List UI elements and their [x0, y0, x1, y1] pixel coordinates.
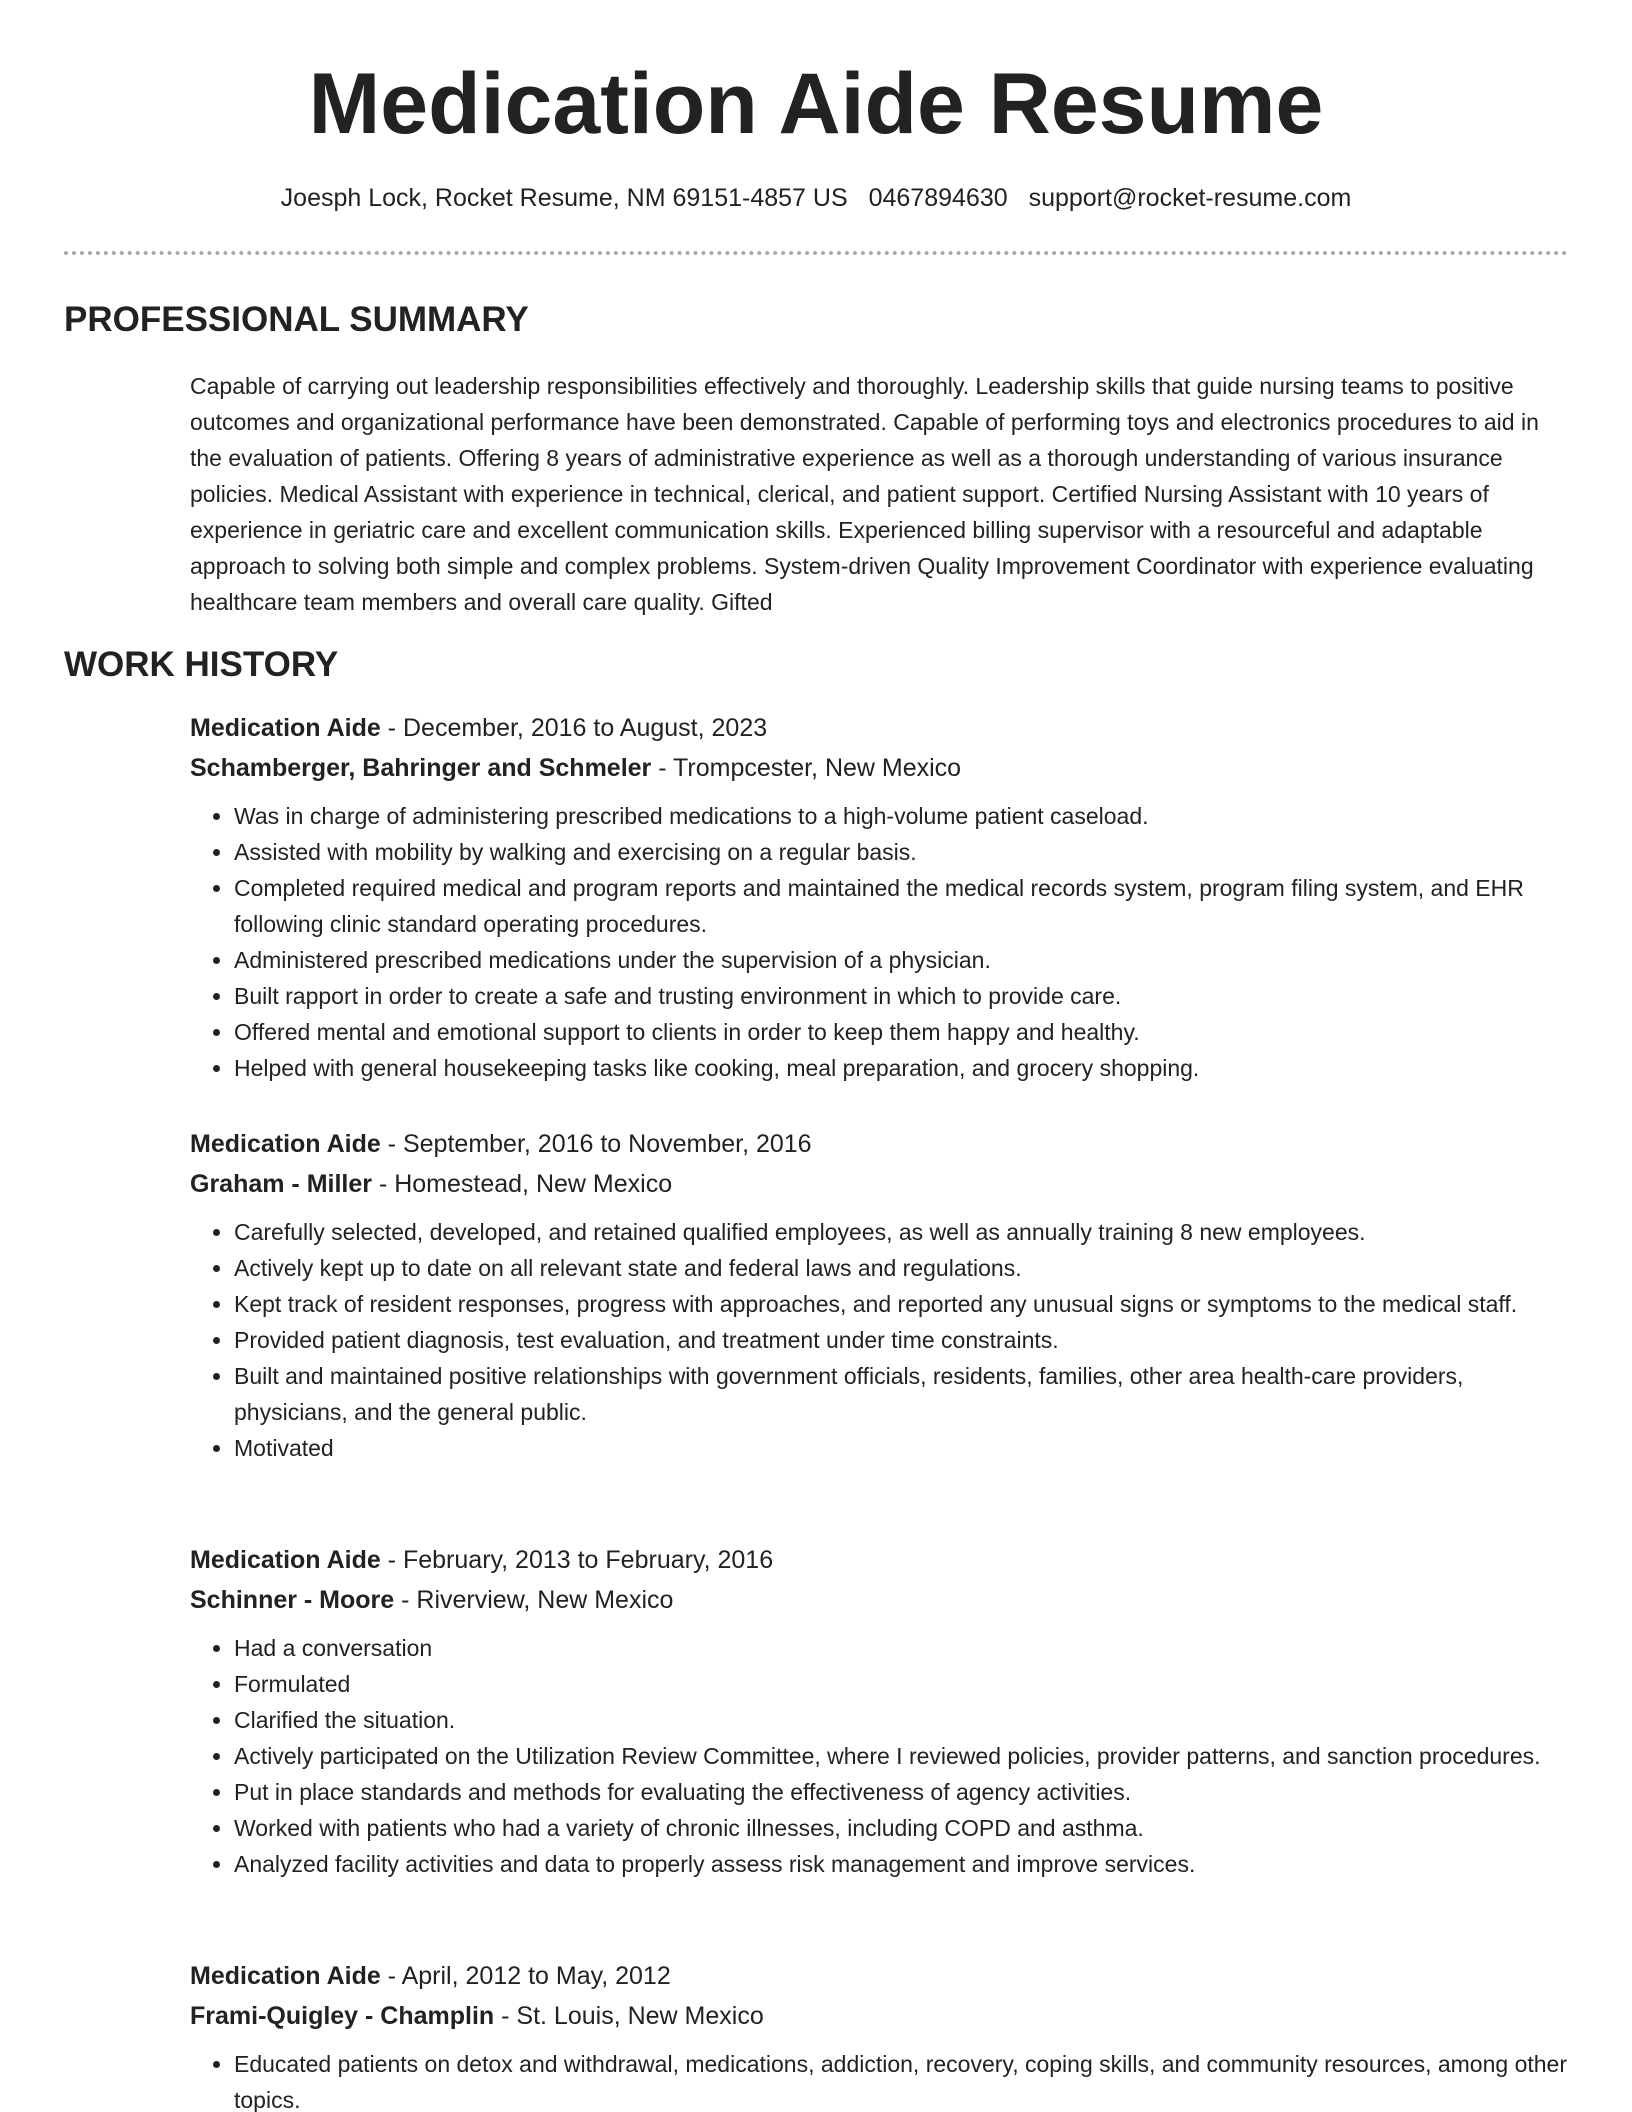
- job-bullet: • Offered mental and emotional support to clients in order to keep them happy and healthy.: [234, 1014, 1568, 1050]
- contact-line: [0, 180, 1632, 216]
- job-location: - St. Louis, New Mexico: [494, 2002, 764, 2030]
- job-company-line: [190, 1164, 1568, 1204]
- job-entry: [190, 1124, 1568, 1466]
- contact-phone: 0467894630: [868, 184, 1008, 212]
- job-bullet: • Worked with patients who had a variety of chronic illnesses, including COPD and asthma.: [234, 1810, 1568, 1846]
- job-bullet-list: [190, 1214, 1568, 1466]
- job-title: Medication Aide: [190, 714, 381, 742]
- job-entry: [190, 1956, 1568, 2112]
- job-title: Medication Aide: [190, 1546, 381, 1574]
- job-entry: [190, 1540, 1568, 1882]
- job-bullet: • Kept track of resident responses, progress with approaches, and reported any unusual signs or symptoms to the medical staff.: [234, 1286, 1568, 1322]
- job-entry: [190, 708, 1568, 1086]
- job-bullet: • Educated patients on detox and withdrawal, medications, addiction, recovery, coping skills, and community resources, among other topics.: [234, 2046, 1568, 2112]
- summary-section: [64, 298, 1568, 618]
- job-bullet: • Actively participated on the Utilization Review Committee, where I reviewed policies, provider patterns, and sanction procedures.: [234, 1738, 1568, 1774]
- job-bullet: • Administered prescribed medications under the supervision of a physician.: [234, 942, 1568, 978]
- job-bullet-list: [190, 798, 1568, 1086]
- job-bullet: • Put in place standards and methods for evaluating the effectiveness of agency activities.: [234, 1774, 1568, 1810]
- job-bullet-list: [190, 2046, 1568, 2112]
- header-divider: [64, 251, 1568, 255]
- job-company-line: [190, 1580, 1568, 1620]
- job-bullet: • Formulated: [234, 1666, 1568, 1702]
- job-title-line: [190, 1540, 1568, 1580]
- job-dates: - April, 2012 to May, 2012: [380, 1962, 671, 1990]
- work-history-heading: WORK HISTORY: [64, 645, 339, 684]
- work-history-section: [64, 643, 1568, 2112]
- job-bullet: • Analyzed facility activities and data to properly assess risk management and improve services.: [234, 1846, 1568, 1882]
- job-location: - Riverview, New Mexico: [394, 1586, 674, 1614]
- job-dates: - December, 2016 to August, 2023: [380, 714, 768, 742]
- job-bullet: • Was in charge of administering prescribed medications to a high-volume patient caseload.: [234, 798, 1568, 834]
- job-bullet: • Carefully selected, developed, and retained qualified employees, as well as annually training 8 new employees.: [234, 1214, 1568, 1250]
- summary-text: Capable of carrying out leadership responsibilities effectively and thoroughly. Leadership skills that guide nursing teams to positive outcomes and organizational performance have been demonstrated. Capable of performing toys and electronics procedures to aid in the evaluation of patients. Offering 8 years of administrative experience as well as a thorough understanding of various insurance policies. Medical Assistant with experience in technical, clerical, and patient support. Certified Nursing Assistant with 10 years of experience in geriatric care and excellent communication skills. Experienced billing supervisor with a resourceful and adaptable approach to solving both simple and complex problems. System-driven Quality Improvement Coordinator with experience evaluating healthcare team members and overall care quality. Gifted: [190, 373, 1539, 615]
- job-bullet: • Had a conversation: [234, 1630, 1568, 1666]
- job-company-line: [190, 748, 1568, 788]
- job-bullet-list: [190, 1630, 1568, 1882]
- summary-heading: PROFESSIONAL SUMMARY: [64, 300, 529, 339]
- job-bullet: • Helped with general housekeeping tasks like cooking, meal preparation, and grocery shopping.: [234, 1050, 1568, 1086]
- job-bullet: • Completed required medical and program reports and maintained the medical records system, program filing system, and EHR following clinic standard operating procedures.: [234, 870, 1568, 942]
- job-bullet: • Built and maintained positive relationships with government officials, residents, families, other area health-care providers, physicians, and the general public.: [234, 1358, 1568, 1430]
- job-location: - Homestead, New Mexico: [372, 1170, 673, 1198]
- job-title-line: [190, 1956, 1568, 1996]
- job-bullet: • Actively kept up to date on all relevant state and federal laws and regulations.: [234, 1250, 1568, 1286]
- job-title: Medication Aide: [190, 1962, 381, 1990]
- job-company: Schinner - Moore: [190, 1586, 395, 1614]
- job-bullet: • Provided patient diagnosis, test evaluation, and treatment under time constraints.: [234, 1322, 1568, 1358]
- job-company-line: [190, 1996, 1568, 2036]
- job-bullet: • Motivated: [234, 1430, 1568, 1466]
- contact-email: support@rocket-resume.com: [1028, 184, 1352, 212]
- job-title: Medication Aide: [190, 1130, 381, 1158]
- job-bullet: • Assisted with mobility by walking and exercising on a regular basis.: [234, 834, 1568, 870]
- job-title-line: [190, 708, 1568, 748]
- job-company: Schamberger, Bahringer and Schmeler: [190, 754, 652, 782]
- job-title-line: [190, 1124, 1568, 1164]
- job-location: - Trompcester, New Mexico: [651, 754, 962, 782]
- contact-address: Joesph Lock, Rocket Resume, NM 69151-4857 US: [280, 184, 848, 212]
- job-dates: - September, 2016 to November, 2016: [380, 1130, 812, 1158]
- job-bullet: • Clarified the situation.: [234, 1702, 1568, 1738]
- job-company: Frami-Quigley - Champlin: [190, 2002, 495, 2030]
- job-dates: - February, 2013 to February, 2016: [380, 1546, 774, 1574]
- job-company: Graham - Miller: [190, 1170, 372, 1198]
- resume-title: Medication Aide Resume: [308, 56, 1324, 152]
- job-bullet: • Built rapport in order to create a safe and trusting environment in which to provide care.: [234, 978, 1568, 1014]
